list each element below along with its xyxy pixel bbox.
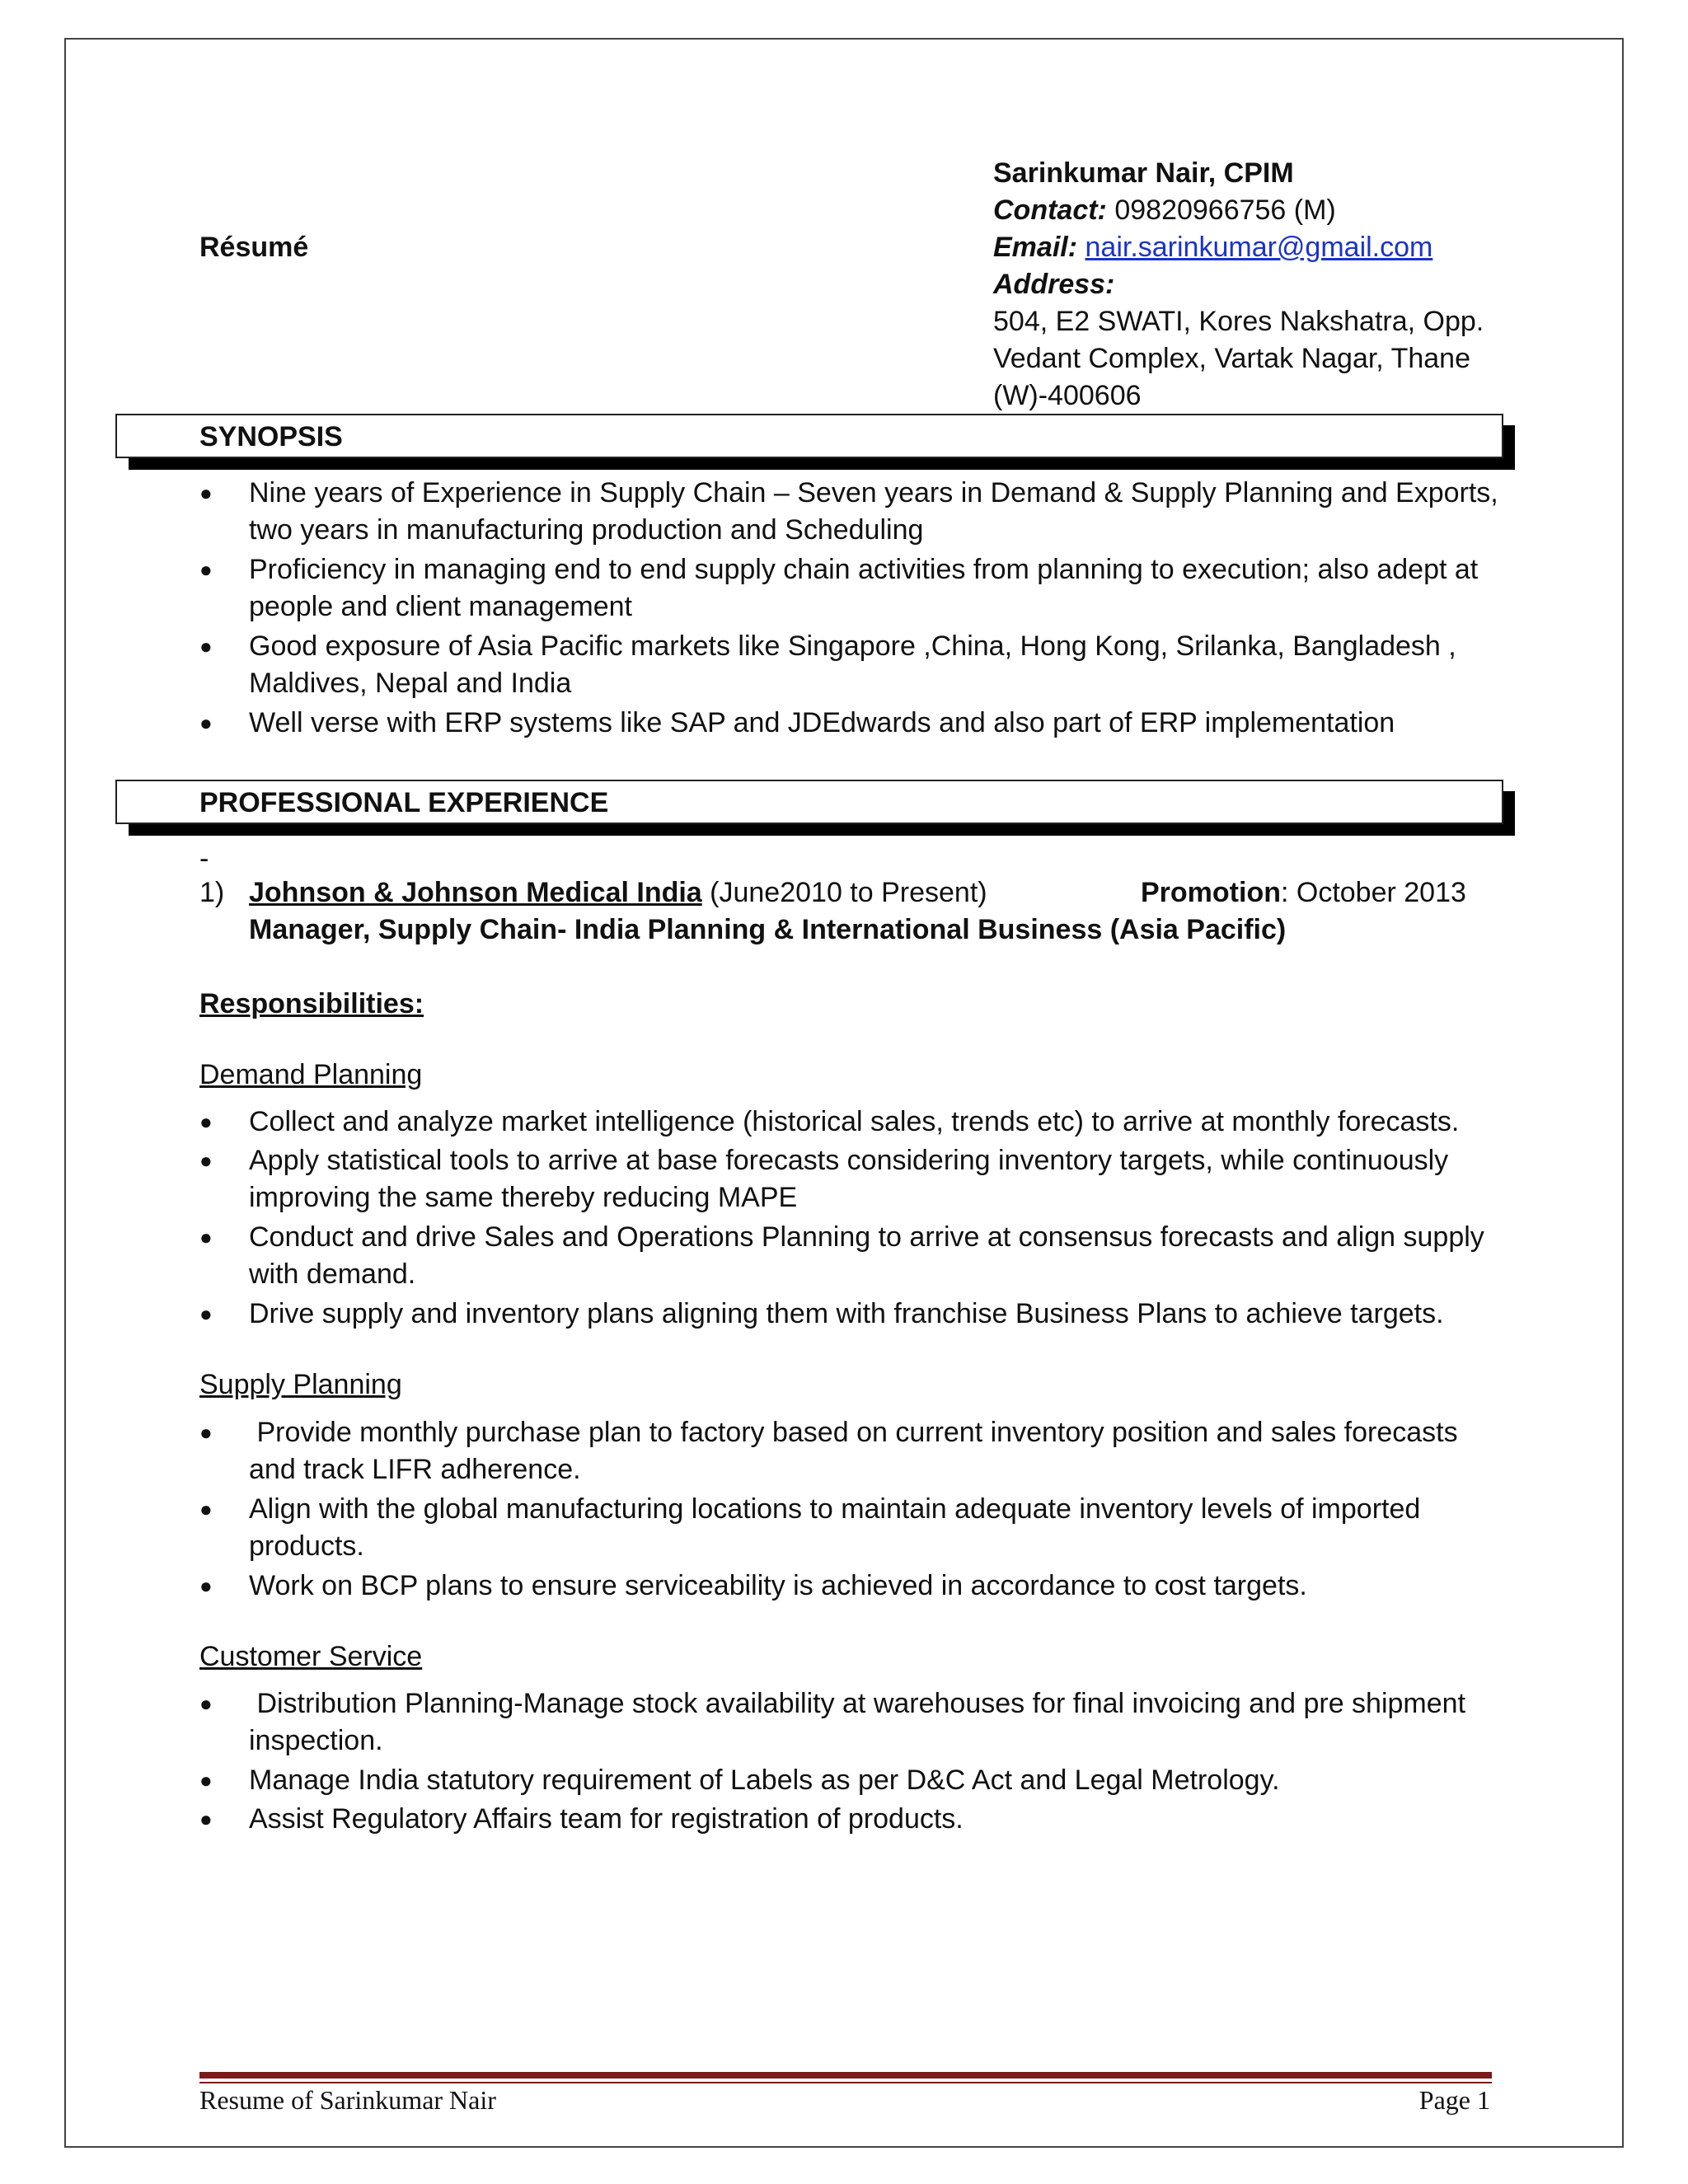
list-item: Work on BCP plans to ensure serviceability is achieved in accordance to cost targets. — [249, 1570, 1307, 1601]
bullet-icon: ● — [199, 1768, 213, 1793]
bullet-icon: ● — [199, 1148, 213, 1173]
bullet-icon: ● — [199, 1807, 213, 1831]
experience-title: PROFESSIONAL EXPERIENCE — [199, 787, 609, 818]
bullet-icon: ● — [199, 480, 213, 505]
job-header — [249, 874, 987, 912]
list-item: Assist Regulatory Affairs team for registration of products. — [249, 1803, 964, 1835]
bullet-icon: ● — [199, 634, 213, 658]
list-item: Nine years of Experience in Supply Chain – Seven years in Demand & Supply Planning and Exports, — [249, 477, 1498, 509]
promotion-value: : October 2013 — [1280, 877, 1466, 908]
footer-left: Resume of Sarinkumar Nair — [199, 2085, 496, 2115]
company-name: Johnson & Johnson Medical India — [249, 877, 702, 908]
list-item: Provide monthly purchase plan to factory based on current inventory position and sales forecasts — [249, 1417, 1458, 1448]
bullet-icon: ● — [199, 1225, 213, 1249]
list-item: Proficiency in managing end to end supply chain activities from planning to execution; also adept at — [249, 554, 1479, 585]
resume-label: Résumé — [199, 232, 309, 263]
list-item: with demand. — [249, 1258, 416, 1290]
bullet-icon: ● — [199, 1301, 213, 1326]
group-heading-supply-planning: Supply Planning — [199, 1369, 402, 1400]
group-heading-demand-planning: Demand Planning — [199, 1059, 423, 1090]
address-line: (W)-400606 — [993, 380, 1142, 411]
email-link[interactable]: nair.sarinkumar@gmail.com — [1085, 232, 1433, 263]
list-item: Conduct and drive Sales and Operations Planning to arrive at consensus forecasts and align supply — [249, 1221, 1484, 1253]
synopsis-title: SYNOPSIS — [199, 421, 343, 452]
promotion — [1141, 874, 1466, 912]
group-heading-customer-service: Customer Service — [199, 1641, 423, 1672]
footer-rule — [199, 2072, 1492, 2079]
list-item: inspection. — [249, 1725, 383, 1756]
list-item: Well verse with ERP systems like SAP and JDEdwards and also part of ERP implementation — [249, 707, 1395, 738]
list-item: Drive supply and inventory plans aligning them with franchise Business Plans to achieve targets. — [249, 1298, 1444, 1329]
address-label: Address: — [993, 269, 1115, 300]
footer-page-number: Page 1 — [1418, 2085, 1490, 2115]
email-line — [993, 229, 1432, 266]
address-line: Vedant Complex, Vartak Nagar, Thane — [993, 343, 1470, 374]
contact-line — [993, 192, 1336, 229]
stray-mark: - — [199, 843, 209, 874]
bullet-icon: ● — [199, 1691, 213, 1716]
bullet-icon: ● — [199, 710, 213, 735]
candidate-name: Sarinkumar Nair, CPIM — [993, 157, 1294, 189]
contact-label: Contact: — [993, 194, 1107, 226]
list-item: products. — [249, 1530, 364, 1562]
list-item: Good exposure of Asia Pacific markets like Singapore ,China, Hong Kong, Srilanka, Bangladesh , — [249, 630, 1456, 662]
list-item: and track LIFR adherence. — [249, 1454, 581, 1485]
job-number: 1) — [199, 877, 225, 908]
list-item: improving the same thereby reducing MAPE — [249, 1182, 798, 1213]
job-period: (June2010 to Present) — [701, 877, 987, 908]
promotion-label: Promotion — [1141, 877, 1281, 908]
list-item: Manage India statutory requirement of Labels as per D&C Act and Legal Metrology. — [249, 1765, 1280, 1796]
job-role: Manager, Supply Chain- India Planning & International Business (Asia Pacific) — [249, 914, 1287, 945]
bullet-icon: ● — [199, 557, 213, 582]
list-item: Maldives, Nepal and India — [249, 668, 572, 699]
bullet-icon: ● — [199, 1573, 213, 1598]
responsibilities-label: Responsibilities: — [199, 988, 424, 1019]
bullet-icon: ● — [199, 1109, 213, 1134]
list-item: Collect and analyze market intelligence (historical sales, trends etc) to arrive at monthly forecasts. — [249, 1106, 1460, 1137]
list-item: Distribution Planning-Manage stock availability at warehouses for final invoicing and pre shipment — [249, 1688, 1466, 1719]
address-line: 504, E2 SWATI, Kores Nakshatra, Opp. — [993, 306, 1484, 337]
list-item: Apply statistical tools to arrive at base forecasts considering inventory targets, while continuously — [249, 1145, 1449, 1176]
bullet-icon: ● — [199, 1497, 213, 1521]
list-item: people and client management — [249, 591, 632, 622]
bullet-icon: ● — [199, 1420, 213, 1445]
list-item: two years in manufacturing production and Scheduling — [249, 514, 924, 546]
list-item: Align with the global manufacturing locations to maintain adequate inventory levels of imported — [249, 1493, 1421, 1525]
email-label: Email: — [993, 232, 1078, 263]
contact-value: 09820966756 (M) — [1106, 194, 1336, 226]
